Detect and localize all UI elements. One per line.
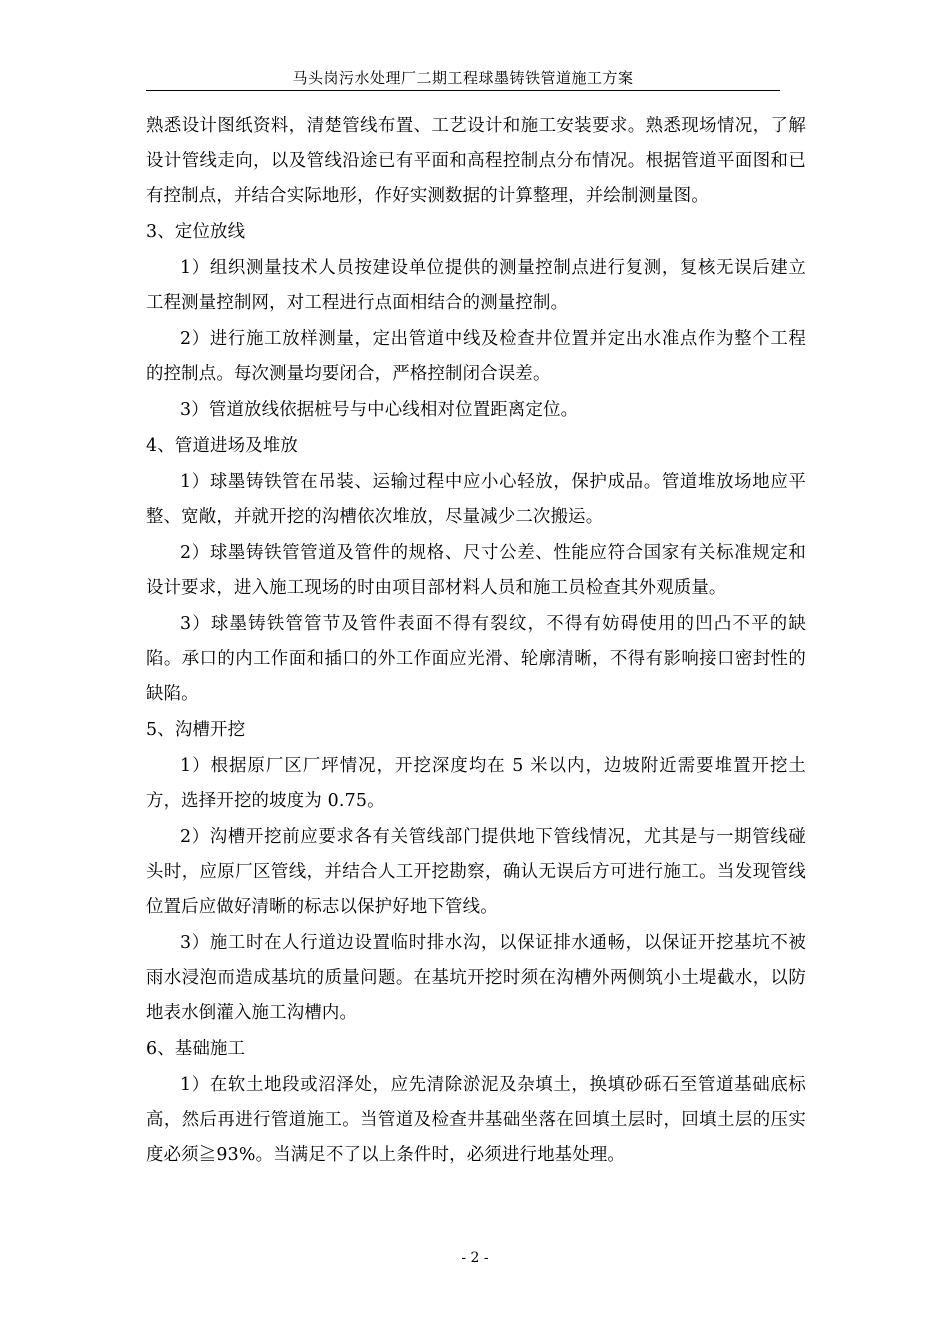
paragraph: 3）管道放线依据桩号与中心线相对位置距离定位。 [180,400,579,420]
section-heading: 3、定位放线 [146,222,246,242]
paragraph: 2）进行施工放样测量，定出管道中线及检查井位置并定出水准点作为整个工程的控制点。每次测量均要闭合，严格控制闭合误差。 [146,329,806,384]
section-heading: 4、管道进场及堆放 [146,436,298,456]
page-number: - 2 - [461,1250,489,1266]
paragraph: 1）在软土地段或沼泽处，应先清除淤泥及杂填土，换填砂砾石至管道基础底标高，然后再进行管道施工。当管道及检查井基础坐落在回填土层时，回填土层的压实度必须≧93%。当满足不了以上条件时，必须进行地基处理。 [146,1075,806,1165]
document-body [146,109,806,1174]
paragraph: 熟悉设计图纸资料，清楚管线布置、工艺设计和施工安装要求。熟悉现场情况，了解设计管线走向，以及管线沿途已有平面和高程控制点分布情况。根据管道平面图和已有控制点，并结合实际地形，作好实测数据的计算整理，并绘制测量图。 [146,116,806,206]
paragraph: 1）球墨铸铁管在吊装、运输过程中应小心轻放，保护成品。管道堆放场地应平整、宽敞，并就开挖的沟槽依次堆放，尽量减少二次搬运。 [146,472,806,527]
paragraph: 1）组织测量技术人员按建设单位提供的测量控制点进行复测，复核无误后建立工程测量控制网，对工程进行点面相结合的测量控制。 [146,258,806,313]
paragraph: 3）施工时在人行道边设置临时排水沟，以保证排水通畅，以保证开挖基坑不被雨水浸泡而造成基坑的质量问题。在基坑开挖时须在沟槽外两侧筑小土堤截水，以防地表水倒灌入施工沟槽内。 [146,933,806,1023]
section-heading: 5、沟槽开挖 [146,720,246,740]
page-header-title: 马头岗污水处理厂二期工程球墨铸铁管道施工方案 [292,69,634,87]
paragraph: 2）球墨铸铁管管道及管件的规格、尺寸公差、性能应符合国家有关标准规定和设计要求，进入施工现场的时由项目部材料人员和施工员检查其外观质量。 [146,543,806,598]
paragraph: 2）沟槽开挖前应要求各有关管线部门提供地下管线情况，尤其是与一期管线碰头时，应原厂区管线，并结合人工开挖勘察，确认无误后方可进行施工。当发现管线位置后应做好清晰的标志以保护好地下管线。 [146,827,806,917]
paragraph: 3）球墨铸铁管管节及管件表面不得有裂纹，不得有妨碍使用的凹凸不平的缺陷。承口的内工作面和插口的外工作面应光滑、轮廓清晰，不得有影响接口密封性的缺陷。 [146,614,806,704]
paragraph: 1）根据原厂区厂坪情况，开挖深度均在 5 米以内，边坡附近需要堆置开挖土方，选择开挖的坡度为 0.75。 [146,756,806,811]
header-divider [146,90,780,91]
section-heading: 6、基础施工 [146,1039,246,1059]
